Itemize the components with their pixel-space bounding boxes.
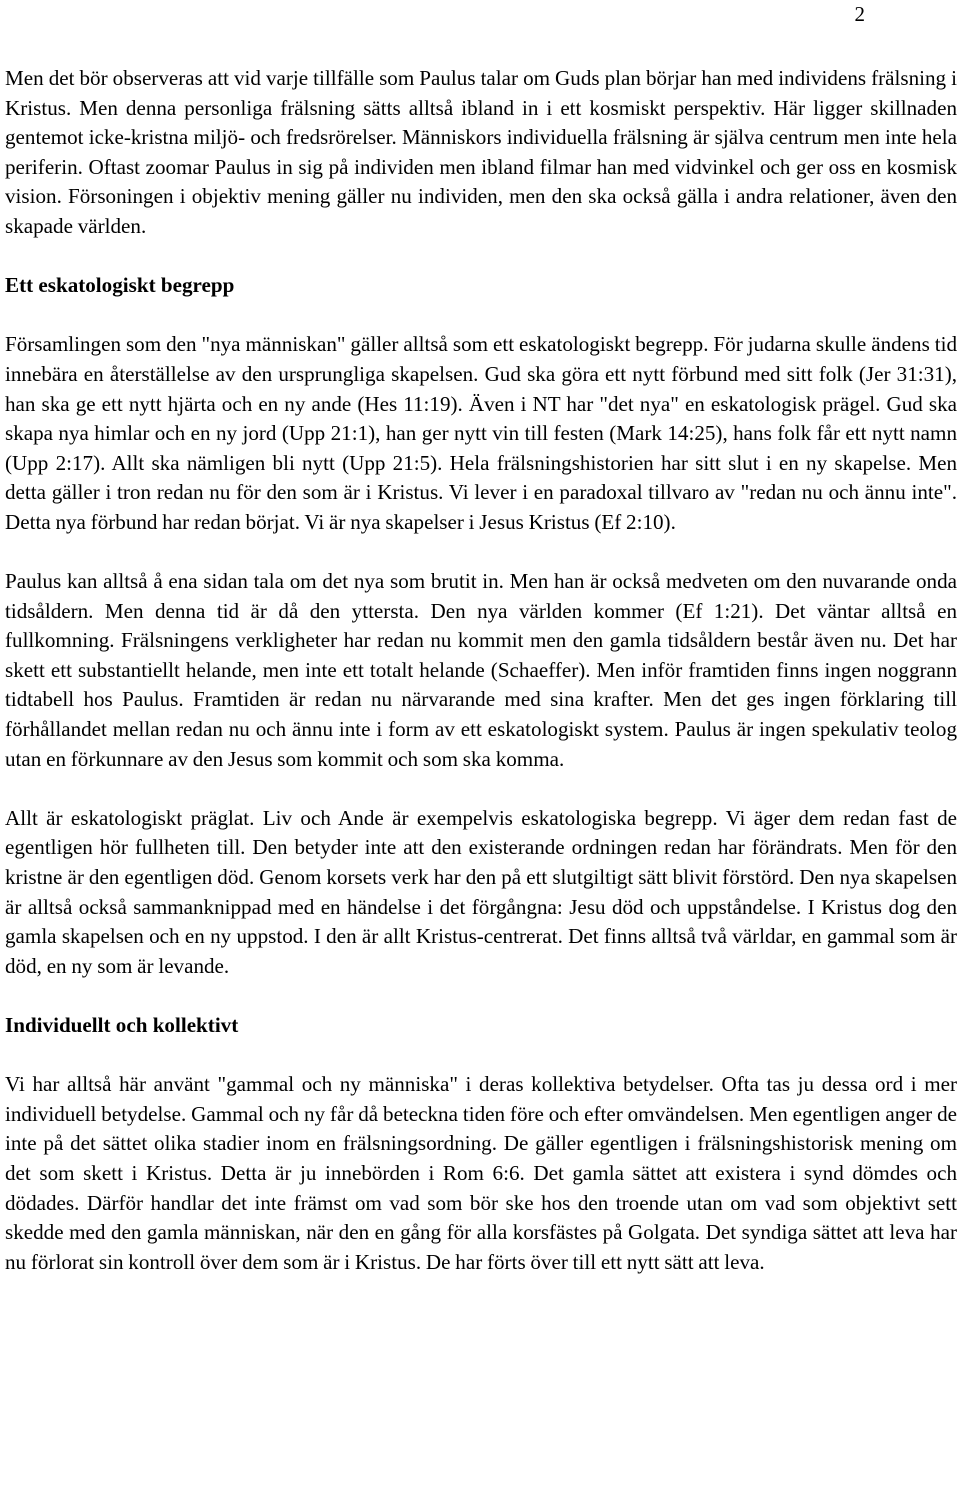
paragraph-already-not-yet: Paulus kan alltså å ena sidan tala om det nya som brutit in. Men han är också medveten om den nuvarande onda tidsåldern. Men denna tid är då den yttersta. Den nya världen kommer (Ef 1:21). Det väntar alltså en fullkomning. Frälsningens verkligheter har redan nu kommit men den gamla tidsåldern består även nu. Det har skett ett substantiellt helande, men inte ett totalt helande (Schaeffer). Men inför framtiden finns ingen noggrann tidtabell hos Paulus. Framtiden är redan nu närvarande med sina krafter. Men det ges ingen förklaring till förhållandet mellan redan nu och ännu inte i form av ett eskatologiskt system. Paulus är ingen spekulativ teolog utan en förkunnare av den Jesus som kommit och som ska komma. bbox=[5, 569, 957, 771]
paragraph-collective-meaning: Vi har alltså här använt "gammal och ny människa" i deras kollektiva betydelser. Ofta tas ju dessa ord i mer individuell betydelse. Gammal och ny får då beteckna tiden före och efter omvändelsen. Men egentligen anger de inte på det sättet olika stadier inom en frälsningsordning. De gäller egentligen i frälsningshistorisk mening om det som skett i Kristus. Detta är ju innebörden i Rom 6:6. Det gamla sättet att existera i synd dömdes och dödades. Därför handlar det inte främst om vad som bör ske hos den troende utan om vad som objektivt sett skedde med den gamla människan, när den en gång för alla korsfästes på Golgata. Det syndiga sättet att leva har nu förlorat sin kontroll över dem som är i Kristus. De har förts över till ett nytt sätt att leva. bbox=[5, 1072, 957, 1274]
section-heading-individual-collective: Individuellt och kollektivt bbox=[5, 1013, 239, 1037]
section-heading-eschatological-concept: Ett eskatologiskt begrepp bbox=[5, 273, 235, 298]
document-page bbox=[5, 0, 957, 1494]
paragraph-eschatological-stamp: Allt är eskatologiskt präglat. Liv och Ande är exempelvis eskatologiska begrepp. Vi äger dem redan fast de egentligen hör fullheten till. Den betyder inte att den existerande ordningen redan har förändrats. Men för den kristne är den egentligen död. Genom korsets verk har den på ett slutgiltigt sätt blivit förstörd. Den nya skapelsen är alltså också sammanknippad med en händelse i det förgångna: Jesu död och uppståndelse. I Kristus dog den gamla skapelsen och en ny uppstod. I den är allt Kristus-centrerat. Det finns alltså två världar, en gammal som är död, en ny som är levande. bbox=[5, 805, 957, 978]
page-number: 2 bbox=[854, 2, 865, 26]
document-body bbox=[5, 64, 957, 1277]
paragraph-new-man-eschatological: Församlingen som den "nya människan" gäller alltså som ett eskatologiskt begrepp. För judarna skulle ändens tid innebära en återställelse av den ursprungliga skapelsen. Gud ska göra ett nytt förbund med sitt folk (Jer 31:31), han ska ge ett nytt hjärta och en ny ande (Hes 11:19). Även i NT har "det nya" en eskatologisk prägel. Gud ska skapa nya himlar och en ny jord (Upp 21:1), han ger nytt vin till festen (Mark 14:25), hans folk får ett nytt namn (Upp 2:17). Allt ska nämligen bli nytt (Upp 21:5). Hela frälsningshistorien har sitt slut i en ny skapelse. Men detta gäller i tron redan nu för den som är i Kristus. Vi lever i en paradoxal tillvaro av "redan nu och ännu inte". Detta nya förbund har redan börjat. Vi är nya skapelser i Jesus Kristus (Ef 2:10). bbox=[5, 332, 957, 534]
paragraph-intro: Men det bör observeras att vid varje tillfälle som Paulus talar om Guds plan börjar han med individens frälsning i Kristus. Men denna personliga frälsning sätts alltså ibland in i ett kosmiskt perspektiv. Här ligger skillnaden gentemot icke-kristna miljö- och fredsrörelser. Människors individuella frälsning är själva centrum men inte hela periferin. Oftast zoomar Paulus in sig på individen men ibland filmar han med vidvinkel och ger oss en kosmisk vision. Försoningen i objektiv mening gäller nu individen, men den ska också gälla i andra relationer, även den skapade världen. bbox=[5, 66, 957, 238]
